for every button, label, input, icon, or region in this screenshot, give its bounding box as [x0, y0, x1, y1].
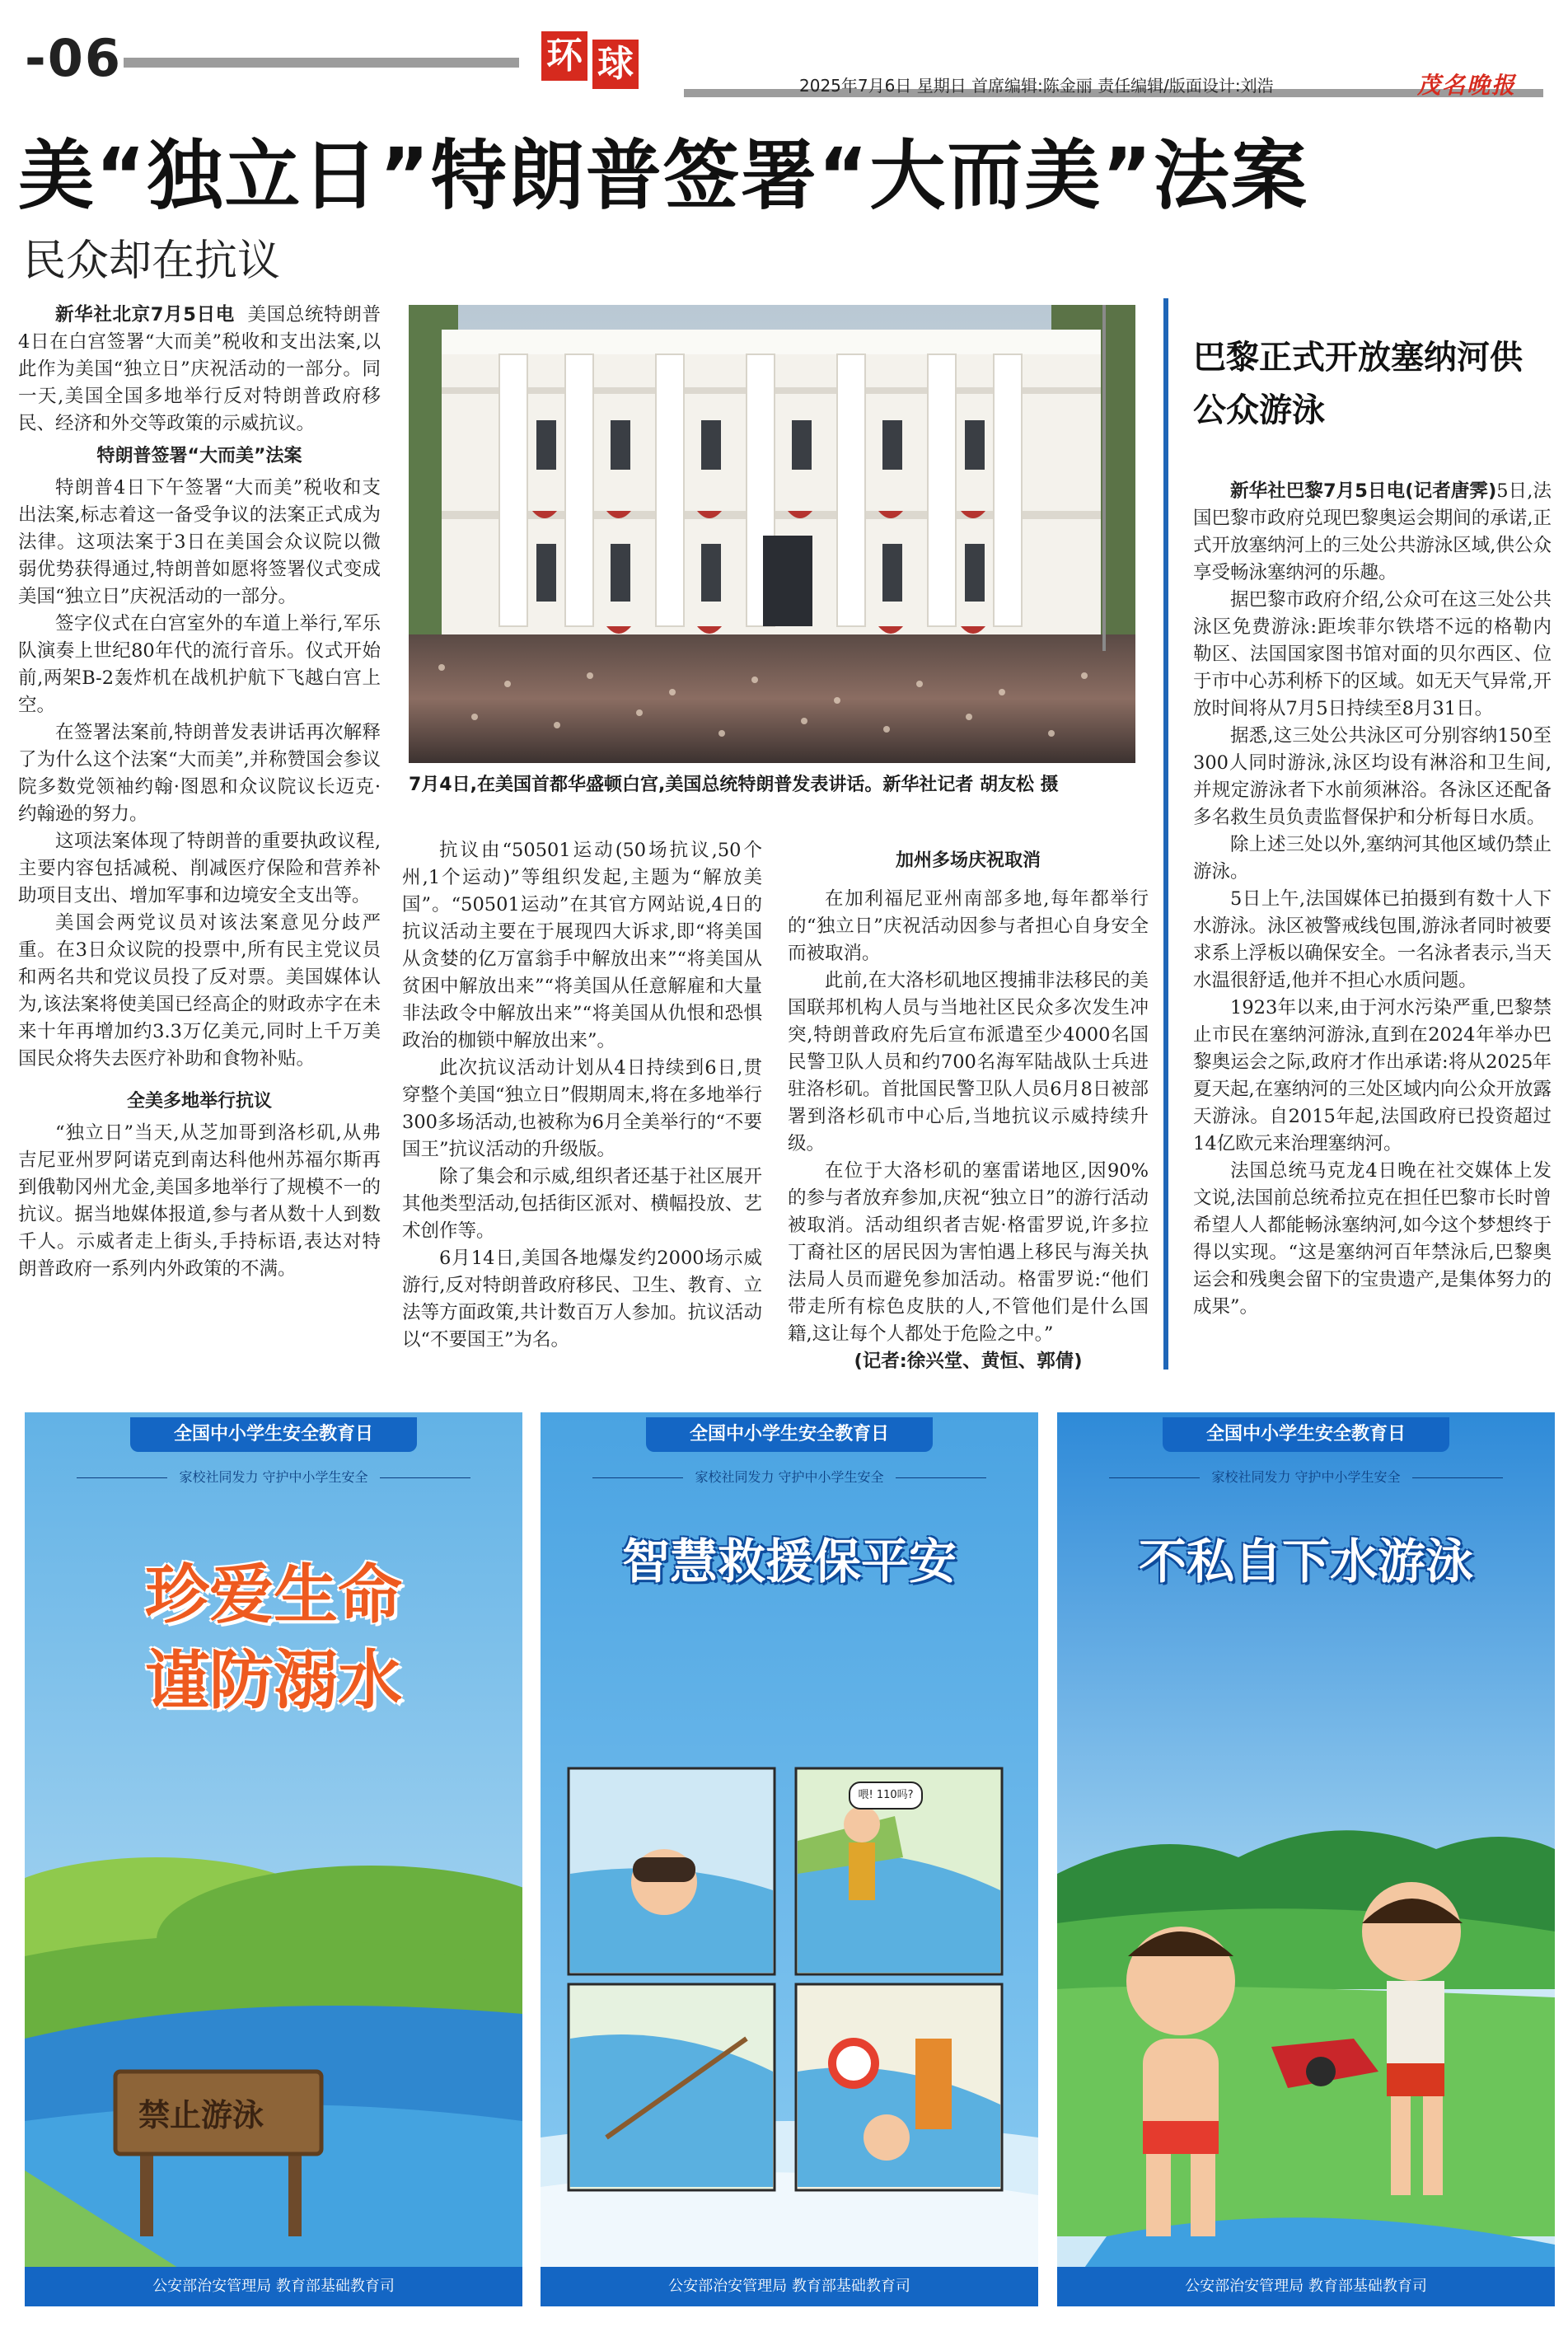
paragraph: 特朗普4日下午签署“大而美”税收和支出法案,标志着这一备受争议的法案正式成为法律。这项法案于3日在美国会众议院以微弱优势获得通过,特朗普如愿将签署仪式变成美国“独立日”庆祝活动的一部分。	[18, 477, 381, 607]
paragraph: 除上述三处以外,塞纳河其他区域仍禁止游泳。	[1193, 834, 1552, 883]
photo-caption: 7月4日,在美国首都华盛顿白宫,美国总统特朗普发表讲话。新华社记者 胡友松 摄	[409, 775, 1059, 795]
poster-title-line-1: 珍爱生命	[144, 1558, 402, 1632]
lead-paragraph	[18, 302, 381, 438]
paragraph: 此次抗议活动计划从4日持续到6日,贯穿整个美国“独立日”假期周末,将在多地举行300多场活动,也被称为6月全美举行的“不要国王”抗议活动的升级版。	[402, 1057, 762, 1160]
paragraph: 法国总统马克龙4日晚在社交媒体上发文说,法国前总统希拉克在担任巴黎市长时曾希望人人都能畅泳塞纳河,如今这个梦想终于得以实现。“这是塞纳河百年禁泳后,巴黎奥运会和残奥会留下的宝贵遗产,是集体努力的成果”。	[1193, 1160, 1552, 1318]
white-house-photo	[409, 305, 1135, 763]
paragraph: 美国会两党议员对该法案意见分歧严重。在3日众议院的投票中,所有民主党议员和两名共和党议员投了反对票。美国媒体认为,该法案将使美国已经高企的财政赤字在未来十年再增加约3.3万亿美元,同时上千万美国民众将失去医疗补助和食物补贴。	[18, 912, 381, 1070]
article-column-1	[18, 302, 381, 1283]
lead-text: 5日,法国巴黎市政府兑现巴黎奥运会期间的承诺,正式开放塞纳河上的三处公共游泳区域,供公众享受畅泳塞纳河的乐趣。	[1193, 480, 1552, 583]
newspaper-logo: 茂名晚报	[1417, 72, 1517, 99]
poster-tag: 全国中小学生安全教育日	[646, 1417, 933, 1452]
poster-tag: 全国中小学生安全教育日	[130, 1417, 417, 1452]
paragraph: 签字仪式在白宫室外的车道上举行,军乐队演奏上世纪80年代的流行音乐。仪式开始前,两架B-2轰炸机在战机护航下飞越白宫上空。	[18, 613, 381, 716]
safety-poster-3	[1057, 1412, 1555, 2306]
poster-slogan: 家校社同发力 守护中小学生安全	[541, 1467, 1038, 1486]
lead-text: 美国总统特朗普4日在白宫签署“大而美”税收和支出法案,以此作为美国“独立日”庆祝活动的一部分。同一天,美国全国多地举行反对特朗普政府移民、经济和外交等政策的示威抗议。	[18, 304, 381, 434]
page-number: -06	[25, 28, 123, 88]
section-char-1: 环	[541, 31, 587, 81]
poster-tag: 全国中小学生安全教育日	[1163, 1417, 1449, 1452]
poster-1-illustration	[25, 1412, 522, 2306]
headline: 美“独立日”特朗普签署“大而美”法案	[18, 132, 1308, 220]
lead-paragraph	[1193, 478, 1552, 587]
dateline: 新华社巴黎7月5日电(记者唐霁)	[1230, 480, 1497, 502]
no-swimming-sign: 禁止游泳	[138, 2097, 264, 2133]
sidebar-divider	[1163, 298, 1168, 1370]
sidebar-headline: 巴黎正式开放塞纳河供公众游泳	[1193, 339, 1523, 429]
section-char-2: 球	[592, 40, 639, 89]
section-subhead: 加州多场庆祝取消	[895, 850, 1041, 871]
poster-footer: 公安部治安管理局 教育部基础教育司	[541, 2267, 1038, 2306]
white-house-illustration	[409, 305, 1135, 763]
paragraph: 据悉,这三处公共泳区可分别容纳150至300人同时游泳,泳区均设有淋浴和卫生间,并规定游泳者下水前须淋浴。各泳区还配备多名救生员负责监督保护和分析每日水质。	[1193, 725, 1552, 828]
poster-title-line-2: 谨防溺水	[144, 1644, 402, 1718]
poster-slogan: 家校社同发力 守护中小学生安全	[25, 1467, 522, 1486]
paragraph: 据巴黎市政府介绍,公众可在这三处公共泳区免费游泳:距埃菲尔铁塔不远的格勒内勒区、法国国家图书馆对面的贝尔西区、位于市中心苏利桥下的区域。如无天气异常,开放时间将从7月5日持续至8月31日。	[1193, 589, 1552, 719]
header-rule	[124, 58, 519, 68]
page-header	[25, 25, 1543, 103]
dateline: 新华社北京7月5日电	[55, 304, 235, 325]
paragraph: 除了集会和示威,组织者还基于社区展开其他类型活动,包括街区派对、横幅投放、艺术创作等。	[402, 1166, 762, 1242]
poster-footer: 公安部治安管理局 教育部基础教育司	[1057, 2267, 1555, 2306]
poster-title	[25, 1552, 522, 1724]
paragraph: “独立日”当天,从芝加哥到洛杉矶,从弗吉尼亚州罗阿诺克到南达科他州苏福尔斯再到俄勒冈州尤金,美国多地举行了规模不一的抗议。据当地媒体报道,参与者从数十人到数千人。示威者走上街头,手持标语,表达对特朗普政府一系列内外政策的不满。	[18, 1122, 381, 1280]
article-column-2	[402, 837, 762, 1354]
paragraph: 在加利福尼亚州南部多地,每年都举行的“独立日”庆祝活动因参与者担心自身安全而被取消。	[788, 888, 1149, 964]
sidebar-article	[1193, 478, 1552, 1321]
paragraph: 在签署法案前,特朗普发表讲话再次解释了为什么这个法案“大而美”,并称赞国会参议院多数党领袖约翰·图恩和众议院议长迈克·约翰逊的努力。	[18, 722, 381, 825]
article-column-3	[788, 849, 1149, 1375]
safety-poster-2	[541, 1412, 1038, 2306]
section-subhead: 全美多地举行抗议	[126, 1091, 272, 1112]
paragraph: 5日上午,法国媒体已拍摄到有数十人下水游泳。泳区被警戒线包围,游泳者同时被要求系上浮板以确保安全。一名泳者表示,当天水温很舒适,他并不担心水质问题。	[1193, 888, 1552, 991]
subheadline: 民众却在抗议	[23, 236, 281, 286]
poster-title: 不私自下水游泳	[1138, 1533, 1473, 1590]
paragraph: 抗议由“50501运动(50场抗议,50个州,1个运动)”等组织发起,主题为“解放美国”。“50501运动”在其官方网站说,4日的抗议活动主要在于展现四大诉求,即“将美国从贪婪的亿万富翁手中解放出来”“将美国从贫困中解放出来”“将美国从任意解雇和大量非法政令中解放出来”“将美国从仇恨和恐惧政治的枷锁中解放出来”。	[402, 840, 762, 1051]
poster-title: 智慧救援保平安	[621, 1533, 957, 1590]
issue-meta: 2025年7月6日 星期日 首席编辑:陈金丽 责任编辑/版面设计:刘浩	[799, 76, 1274, 96]
safety-poster-1	[25, 1412, 522, 2306]
poster-footer: 公安部治安管理局 教育部基础教育司	[25, 2267, 522, 2306]
byline: (记者:徐兴堂、黄恒、郭倩)	[854, 1351, 1083, 1372]
paragraph: 这项法案体现了特朗普的重要执政议程,主要内容包括减税、削减医疗保险和营养补助项目支出、增加军事和边境安全支出等。	[18, 831, 381, 906]
paragraph: 6月14日,美国各地爆发约2000场示威游行,反对特朗普政府移民、卫生、教育、立法等方面政策,共计数百万人参加。抗议活动以“不要国王”为名。	[402, 1248, 762, 1351]
paragraph: 此前,在大洛杉矶地区搜捕非法移民的美国联邦机构人员与当地社区民众多次发生冲突,特朗普政府先后宣布派遣至少4000名国民警卫队人员和约700名海军陆战队士兵进驻洛杉矶。首批国民警卫队人员6月8日被部署到洛杉矶市中心后,当地抗议示威持续升级。	[788, 970, 1149, 1154]
section-badge	[541, 31, 639, 89]
paragraph: 在位于大洛杉矶的塞雷诺地区,因90%的参与者放弃参加,庆祝“独立日”的游行活动被取消。活动组织者吉妮·格雷罗说,许多拉丁裔社区的居民因为害怕遇上移民与海关执法局人员而避免参加活动。格雷罗说:“他们带走所有棕色皮肤的人,不管他们是什么国籍,这让每个人都处于危险之中。”	[788, 1160, 1149, 1345]
phone-speech-bubble: 喂! 110吗?	[849, 1782, 923, 1810]
poster-slogan: 家校社同发力 守护中小学生安全	[1057, 1467, 1555, 1486]
section-subhead: 特朗普签署“大而美”法案	[96, 446, 302, 466]
paragraph: 1923年以来,由于河水污染严重,巴黎禁止市民在塞纳河游泳,直到在2024年举办巴黎奥运会之际,政府才作出承诺:将从2025年夏天起,在塞纳河的三处区域内向公众开放露天游泳。自2015年起,法国政府已投资超过14亿欧元来治理塞纳河。	[1193, 997, 1552, 1154]
